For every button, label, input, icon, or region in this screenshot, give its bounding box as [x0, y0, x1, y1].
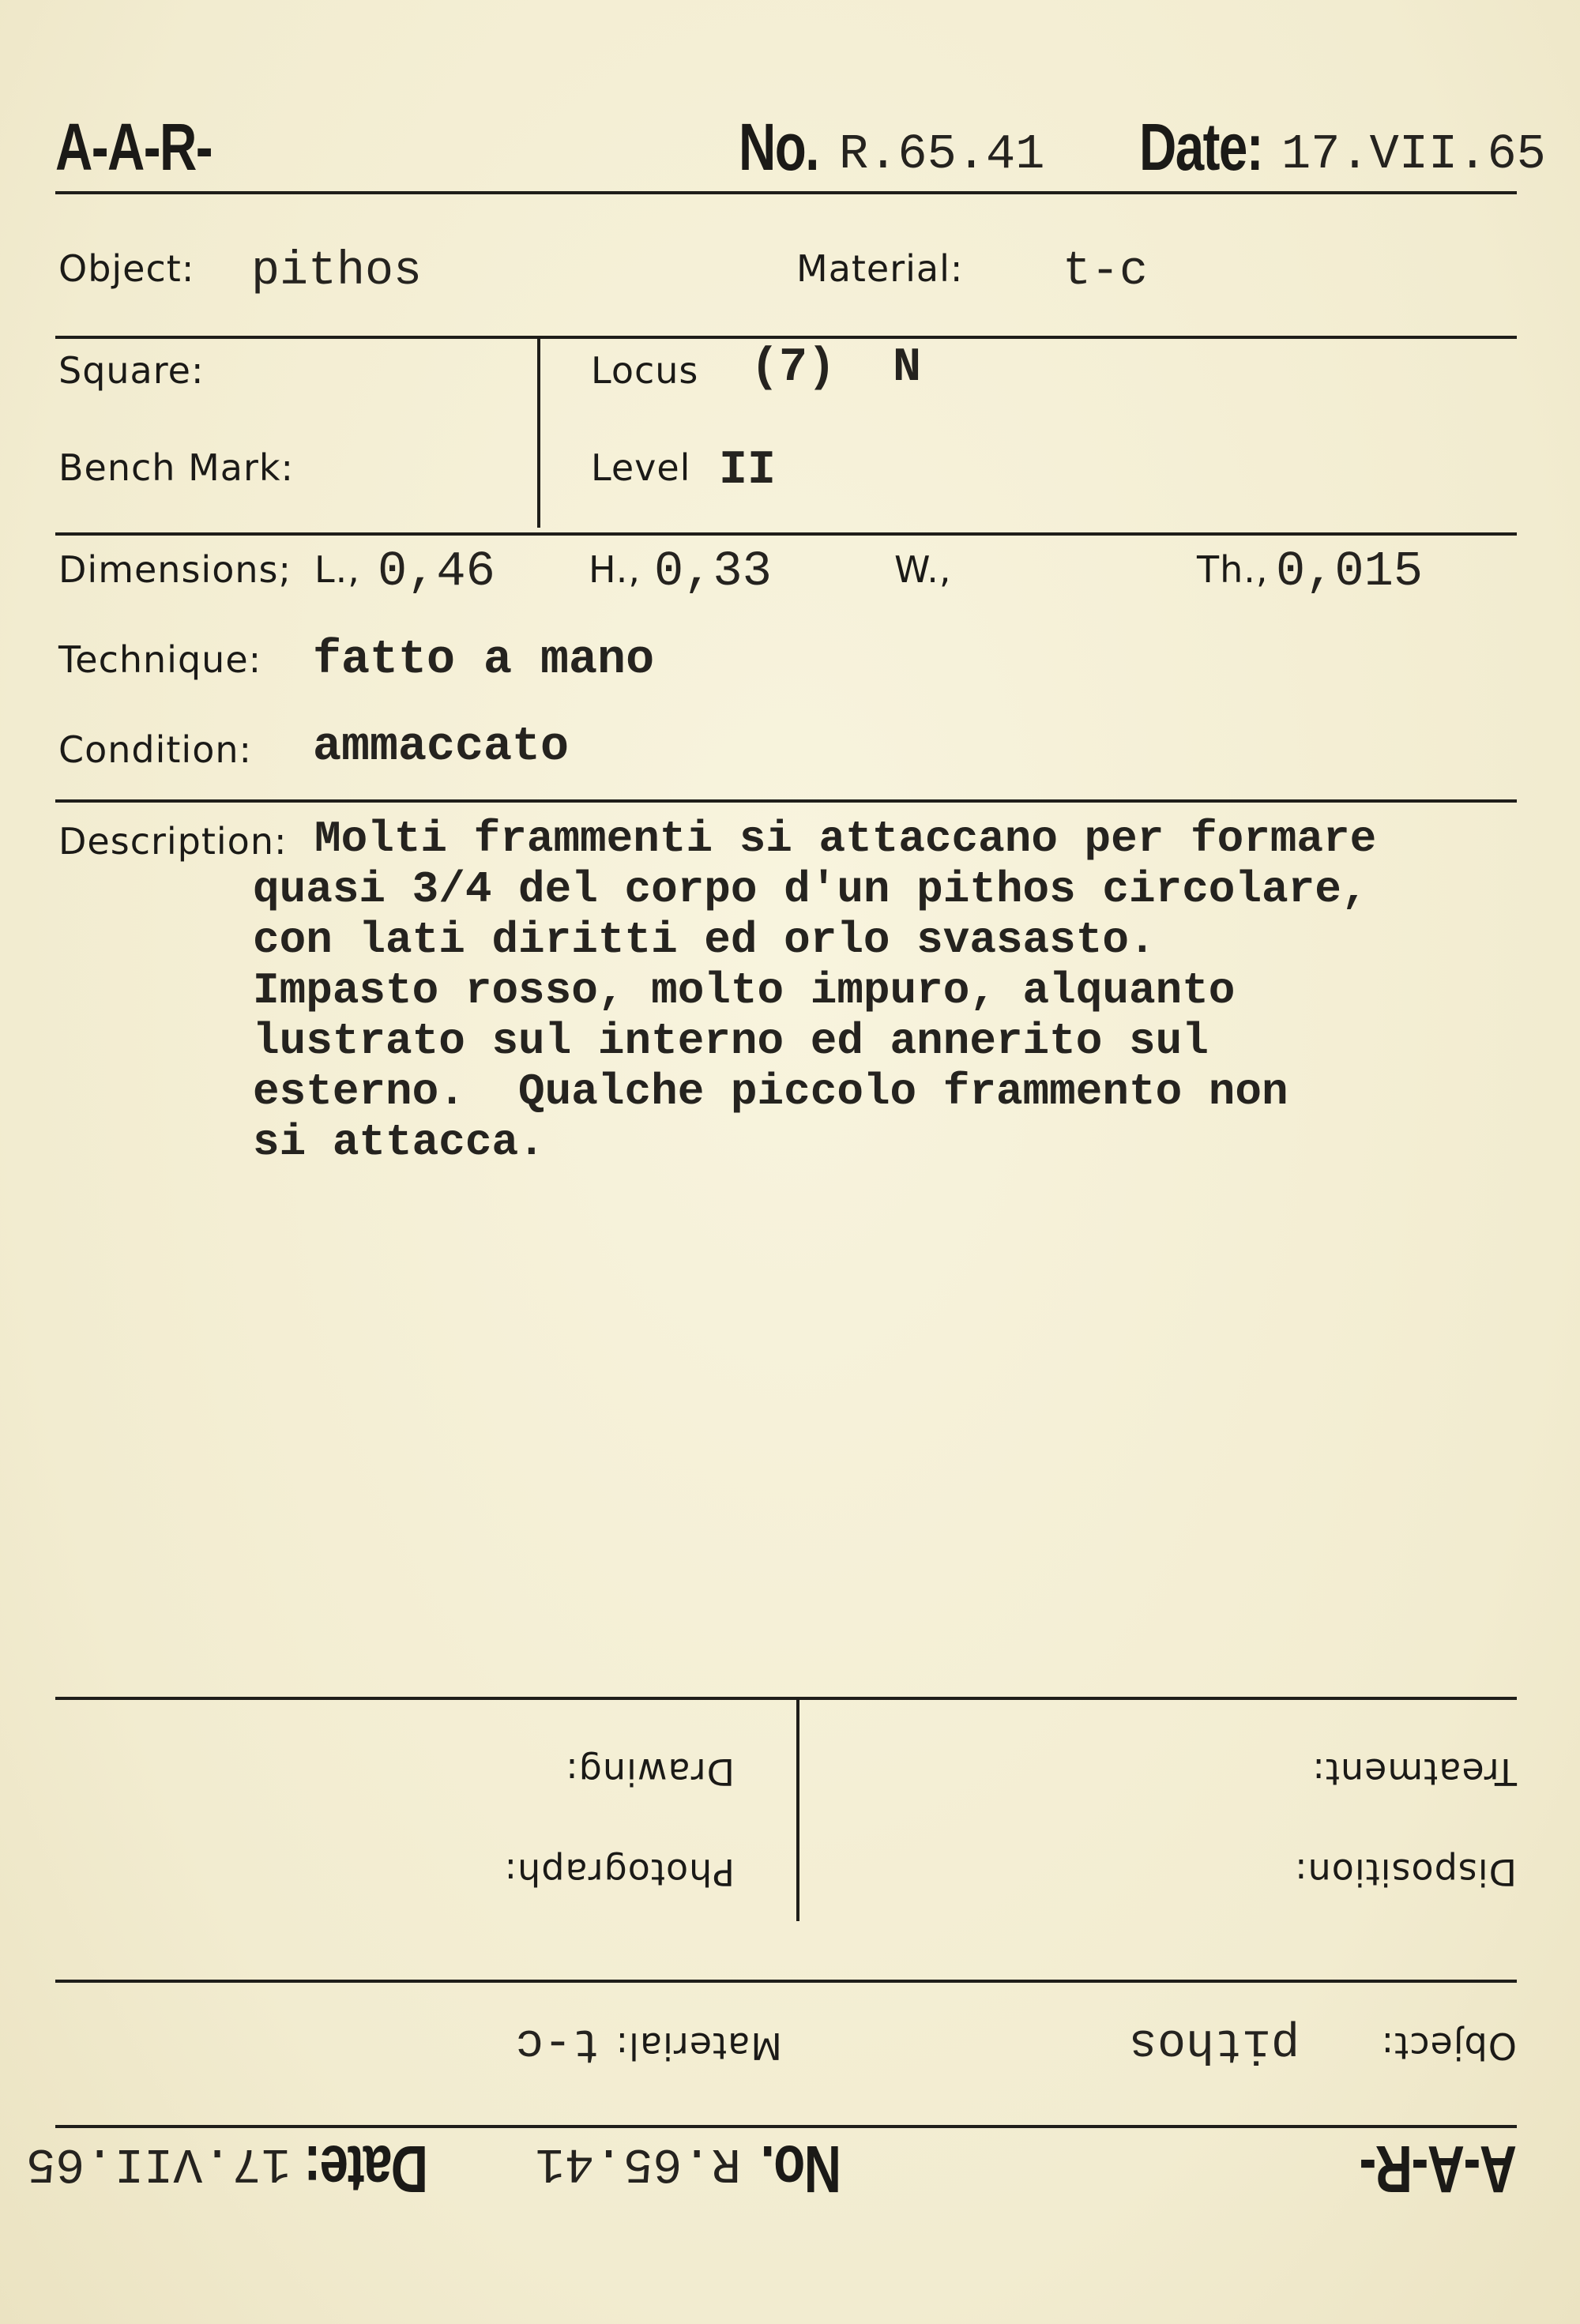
inv-object-value: pithos — [1128, 2016, 1300, 2070]
locus-label: Locus — [591, 349, 699, 392]
inv-org-code: A-A-R- — [1360, 2132, 1517, 2206]
thickness-value: 0,015 — [1276, 543, 1424, 600]
technique-value: fatto a mano — [313, 634, 655, 687]
length-value: 0,46 — [378, 543, 495, 600]
height-label: H., — [589, 548, 641, 591]
inv-number-value: R.65.41 — [535, 2135, 741, 2191]
inv-top-rule — [55, 1697, 1517, 1700]
inv-middle-rule — [55, 1980, 1517, 1983]
inv-treatment-label: Treatment: — [1311, 1751, 1517, 1793]
object-value: pithos — [251, 245, 423, 299]
length-label: L., — [314, 548, 360, 591]
object-label: Object: — [58, 247, 195, 290]
material-label: Material: — [796, 247, 964, 290]
description-first-line: Molti frammenti si attaccano per formare — [314, 814, 1377, 864]
bench-mark-label: Bench Mark: — [58, 446, 295, 489]
condition-value: ammaccato — [313, 720, 570, 774]
inv-header-rule — [55, 2125, 1517, 2128]
date-value: 17.VII.65 — [1281, 126, 1546, 182]
inv-object-label: Object: — [1380, 2025, 1517, 2067]
inv-photograph-label: Photograph: — [503, 1851, 735, 1893]
dimensions-label: Dimensions; — [58, 548, 292, 591]
inv-material-value: t-c — [514, 2016, 600, 2070]
condition-label: Condition: — [58, 728, 253, 771]
square-label: Square: — [58, 349, 205, 392]
inv-material-label: Material: — [615, 2025, 782, 2067]
level-label: Level — [591, 446, 691, 489]
inv-drawing-label: Drawing: — [565, 1751, 735, 1793]
inv-disposition-label: Disposition: — [1294, 1851, 1517, 1893]
material-value: t-c — [1063, 245, 1149, 299]
width-label: W., — [894, 548, 952, 591]
technique-label: Technique: — [58, 638, 262, 681]
level-value: II — [719, 444, 777, 498]
inv-number-label: No. — [762, 2132, 841, 2206]
org-code: A-A-R- — [55, 110, 213, 184]
height-value: 0,33 — [654, 543, 772, 600]
number-value: R.65.41 — [839, 126, 1045, 182]
inv-date-label: Date: — [304, 2132, 428, 2206]
description-text: quasi 3/4 del corpo d'un pithos circolare, con lati diritti ed orlo svasasto. Impasto rosso, molto impuro, alquanto lustrato sul interno ed annerito sul esterno. Qualche piccolo frammento non si attacca. — [253, 864, 1368, 1168]
thickness-label: Th., — [1197, 548, 1269, 591]
date-label: Date: — [1139, 110, 1263, 184]
inv-date-value: 17.VII.65 — [26, 2135, 291, 2191]
locus-value: (7) N — [750, 341, 922, 395]
description-label: Description: — [58, 820, 288, 863]
inv-divider — [796, 1698, 799, 1921]
number-label: No. — [739, 110, 818, 184]
